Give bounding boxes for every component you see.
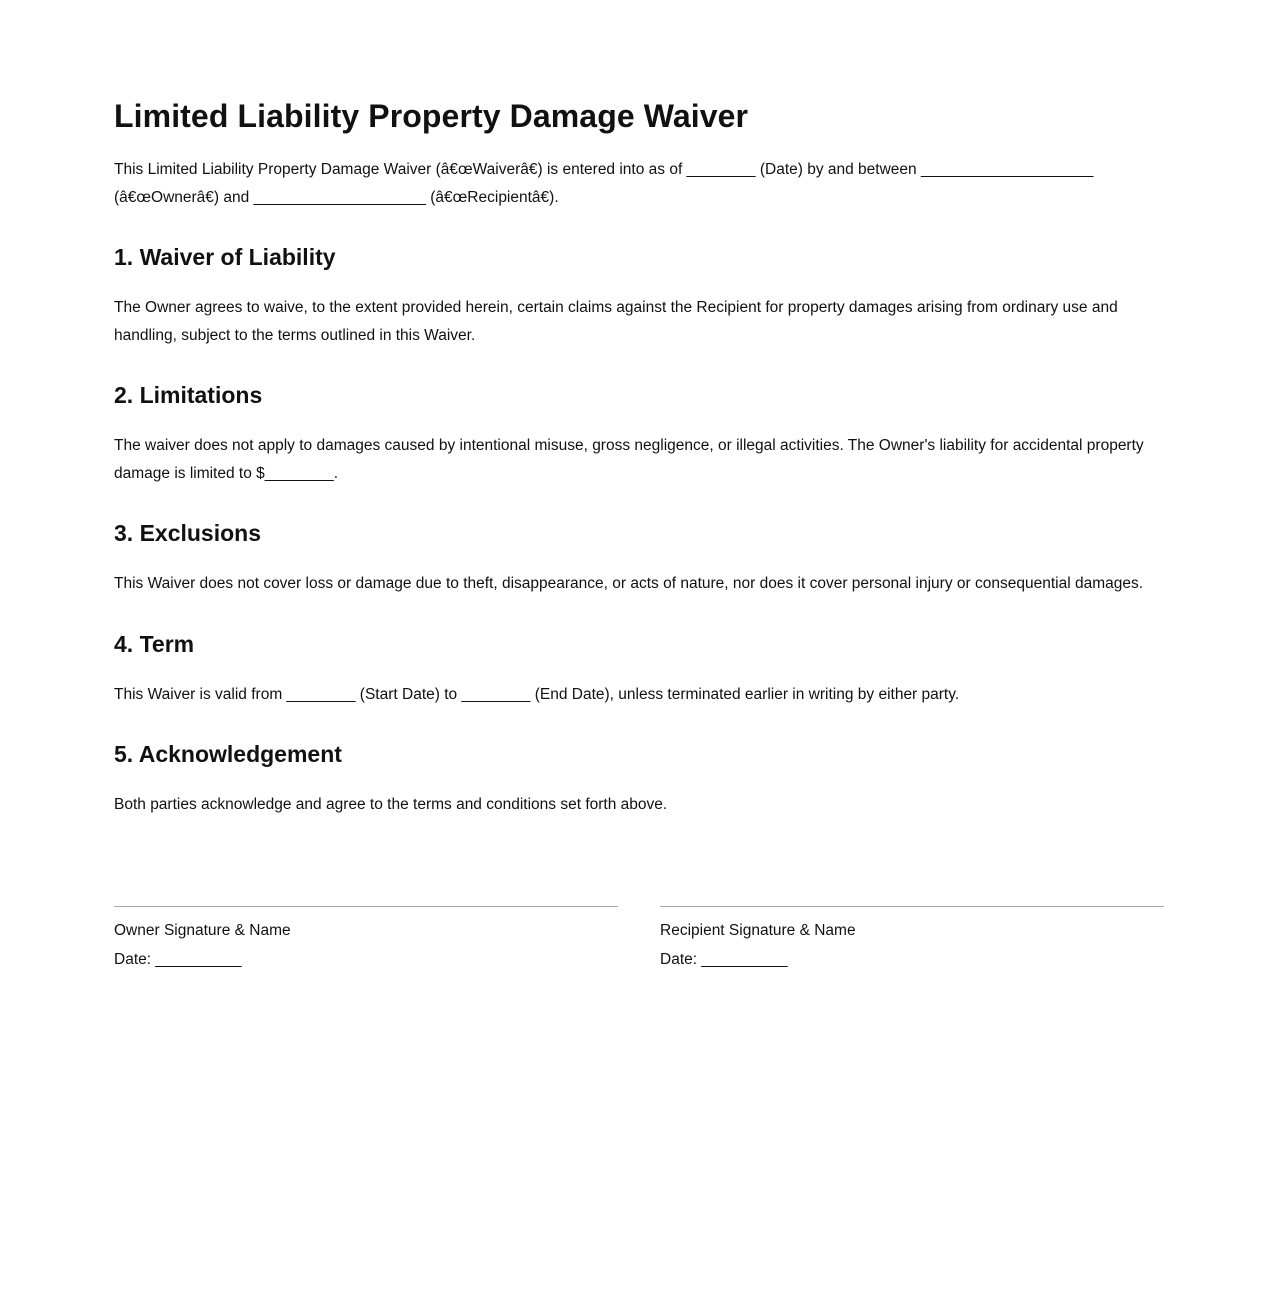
signature-area: [114, 906, 1164, 974]
owner-date-field: Date: __________: [114, 951, 242, 968]
section-acknowledgement: [114, 737, 1164, 819]
owner-signature-line: [114, 906, 618, 907]
section-body: This Waiver does not cover loss or damage due to theft, disappearance, or acts of nature, nor does it cover personal injury or consequential damages.: [114, 575, 1144, 592]
section-heading: 2. Limitations: [114, 382, 263, 408]
section-body: Both parties acknowledge and agree to the terms and conditions set forth above.: [114, 796, 668, 813]
recipient-signature-label: Recipient Signature & Name: [660, 922, 856, 939]
document-page: [114, 92, 1164, 819]
section-limitations: [114, 378, 1164, 487]
section-body: This Waiver is valid from ________ (Start Date) to ________ (End Date), unless terminated earlier in writing by either party.: [114, 685, 960, 703]
recipient-date-field: Date: __________: [660, 951, 788, 968]
document-title: Limited Liability Property Damage Waiver: [114, 98, 749, 134]
section-heading: 5. Acknowledgement: [114, 741, 342, 767]
section-heading: 4. Term: [114, 630, 195, 657]
section-heading: 1. Waiver of Liability: [114, 244, 336, 270]
section-waiver-of-liability: [114, 240, 1164, 349]
section-heading: 3. Exclusions: [114, 520, 262, 546]
owner-signature-label: Owner Signature & Name: [114, 922, 291, 939]
owner-signature-block: [114, 906, 618, 974]
section-term: [114, 627, 1164, 709]
intro-paragraph: This Limited Liability Property Damage Waiver (â€œWaiverâ€) is entered into as of ________ (Date) by and between ____________________ (â€œOwnerâ€) and ____________________ (â€œRecipientâ€).: [114, 161, 1094, 206]
recipient-signature-block: [660, 906, 1164, 974]
section-body: The Owner agrees to waive, to the extent provided herein, certain claims against the Recipient for property damages arising from ordinary use and handling, subject to the terms outlined in this Waiver.: [114, 299, 1118, 344]
section-body: The waiver does not apply to damages caused by intentional misuse, gross negligence, or illegal activities. The Owner's liability for accidental property damage is limited to $________.: [114, 437, 1144, 482]
recipient-signature-line: [660, 906, 1164, 907]
section-exclusions: [114, 516, 1164, 598]
